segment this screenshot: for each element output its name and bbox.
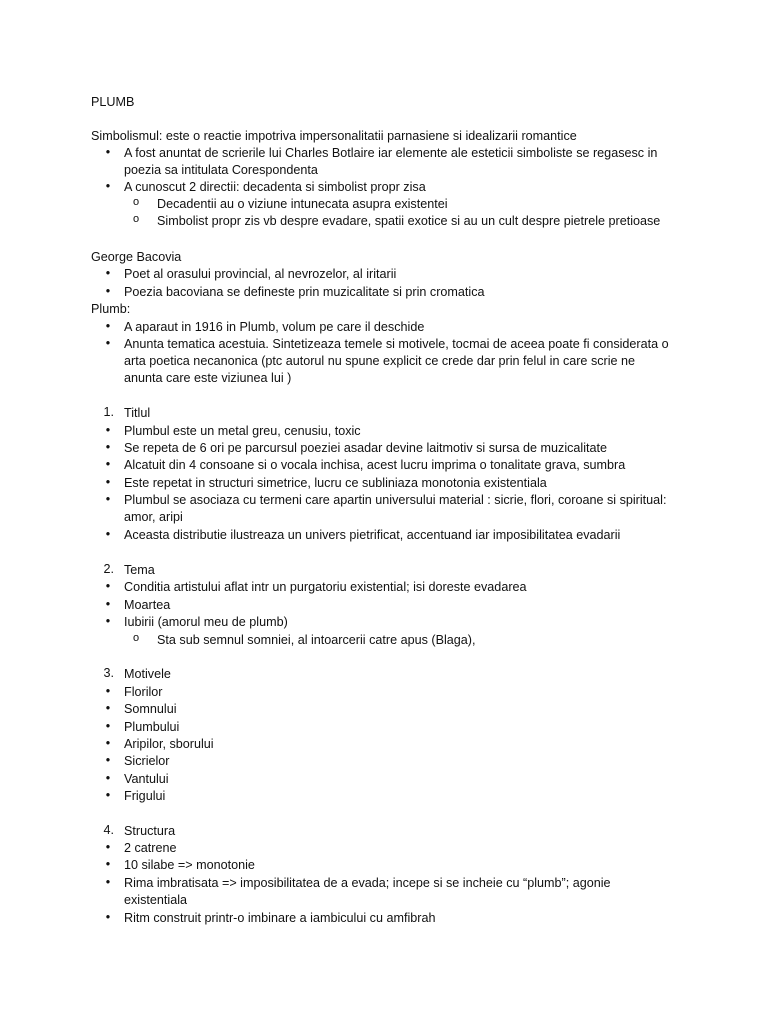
bullet: • xyxy=(105,179,111,193)
simbolism-intro: Simbolismul: este o reactie impotriva impersonalitatii parnasiene si idealizarii romantice xyxy=(91,129,577,143)
list-item: A aparaut in 1916 in Plumb, volum pe care il deschide xyxy=(124,320,425,334)
list-item-continuation: arta poetica necanonica (ptc autorul nu spune explicit ce crede dar prin felul in care scrie ne xyxy=(124,354,636,368)
bullet: • xyxy=(105,857,111,871)
list-item: Florilor xyxy=(124,685,163,699)
section-number: 2. xyxy=(103,562,114,576)
list-item: Moartea xyxy=(124,598,171,612)
bullet: • xyxy=(105,910,111,924)
bullet: • xyxy=(105,579,111,593)
bullet: • xyxy=(105,475,111,489)
page-title: PLUMB xyxy=(91,95,135,109)
section-number: 3. xyxy=(103,666,114,680)
list-item: Plumbul este un metal greu, cenusiu, toxic xyxy=(124,424,361,438)
list-item: Se repeta de 6 ori pe parcursul poeziei asadar devine laitmotiv si sursa de muzicalitate xyxy=(124,441,608,455)
bullet: • xyxy=(105,336,111,350)
list-item: Plumbul se asociaza cu termeni care apartin universului material : sicrie, flori, coroane si spiritual: xyxy=(124,493,667,507)
bullet: • xyxy=(105,319,111,333)
list-item: Iubirii (amorul meu de plumb) xyxy=(124,615,288,629)
bullet: • xyxy=(105,736,111,750)
bullet: • xyxy=(105,492,111,506)
bullet: • xyxy=(105,145,111,159)
bullet: • xyxy=(105,614,111,628)
bullet: • xyxy=(105,701,111,715)
list-item: A cunoscut 2 directii: decadenta si simbolist propr zisa xyxy=(124,180,426,194)
bullet: • xyxy=(105,423,111,437)
list-item: 2 catrene xyxy=(124,841,177,855)
sub-list-item: Decadentii au o viziune intunecata asupra existentei xyxy=(157,197,448,211)
list-item: Ritm construit printr-o imbinare a iambicului cu amfibrah xyxy=(124,911,436,925)
list-item: 10 silabe => monotonie xyxy=(124,858,255,872)
bullet: • xyxy=(105,440,111,454)
list-item: Frigului xyxy=(124,789,166,803)
bullet: • xyxy=(105,284,111,298)
section-heading-plumb: Plumb: xyxy=(91,302,131,316)
list-item: Plumbului xyxy=(124,720,180,734)
list-item: Aceasta distributie ilustreaza un univers pietrificat, accentuand iar imposibilitatea evadarii xyxy=(124,528,621,542)
list-item: Somnului xyxy=(124,702,177,716)
sub-list-item: Simbolist propr zis vb despre evadare, spatii exotice si au un cult despre pietrele pretioase xyxy=(157,214,661,228)
bullet: • xyxy=(105,719,111,733)
list-item: A fost anuntat de scrierile lui Charles Botlaire iar elemente ale esteticii simboliste se regasesc in xyxy=(124,146,658,160)
list-item: Alcatuit din 4 consoane si o vocala inchisa, acest lucru imprima o tonalitate grava, sumbra xyxy=(124,458,626,472)
bullet: • xyxy=(105,840,111,854)
list-item-continuation: poezia sa intitulata Corespondenta xyxy=(124,163,318,177)
sub-list-item: Sta sub semnul somniei, al intoarcerii catre apus (Blaga), xyxy=(157,633,476,647)
section-number: 4. xyxy=(103,823,114,837)
bullet: • xyxy=(105,771,111,785)
section-heading-bacovia: George Bacovia xyxy=(91,250,182,264)
bullet: • xyxy=(105,875,111,889)
bullet: • xyxy=(105,788,111,802)
bullet: • xyxy=(105,597,111,611)
list-item-continuation: amor, aripi xyxy=(124,510,183,524)
section-number: 1. xyxy=(103,405,114,419)
section-heading-tema: Tema xyxy=(124,563,155,577)
sub-bullet: o xyxy=(132,632,140,644)
list-item: Sicrielor xyxy=(124,754,170,768)
bullet: • xyxy=(105,527,111,541)
list-item: Poet al orasului provincial, al nevrozelor, al iritarii xyxy=(124,267,397,281)
section-heading-motivele: Motivele xyxy=(124,667,171,681)
list-item: Aripilor, sborului xyxy=(124,737,214,751)
bullet: • xyxy=(105,684,111,698)
list-item-continuation: anunta care este viziunea lui ) xyxy=(124,371,292,385)
list-item-continuation: existentiala xyxy=(124,893,188,907)
sub-bullet: o xyxy=(132,213,140,225)
list-item: Anunta tematica acestuia. Sintetizeaza temele si motivele, tocmai de aceea poate fi considerata o xyxy=(124,337,669,351)
section-heading-titlul: Titlul xyxy=(124,406,151,420)
bullet: • xyxy=(105,457,111,471)
sub-bullet: o xyxy=(132,196,140,208)
list-item: Conditia artistului aflat intr un purgatoriu existential; isi doreste evadarea xyxy=(124,580,527,594)
list-item: Poezia bacoviana se defineste prin muzicalitate si prin cromatica xyxy=(124,285,485,299)
list-item: Este repetat in structuri simetrice, lucru ce subliniaza monotonia existentiala xyxy=(124,476,547,490)
list-item: Vantului xyxy=(124,772,169,786)
section-heading-structura: Structura xyxy=(124,824,176,838)
bullet: • xyxy=(105,753,111,767)
list-item: Rima imbratisata => imposibilitatea de a evada; incepe si se incheie cu “plumb”; agonie xyxy=(124,876,611,890)
bullet: • xyxy=(105,266,111,280)
